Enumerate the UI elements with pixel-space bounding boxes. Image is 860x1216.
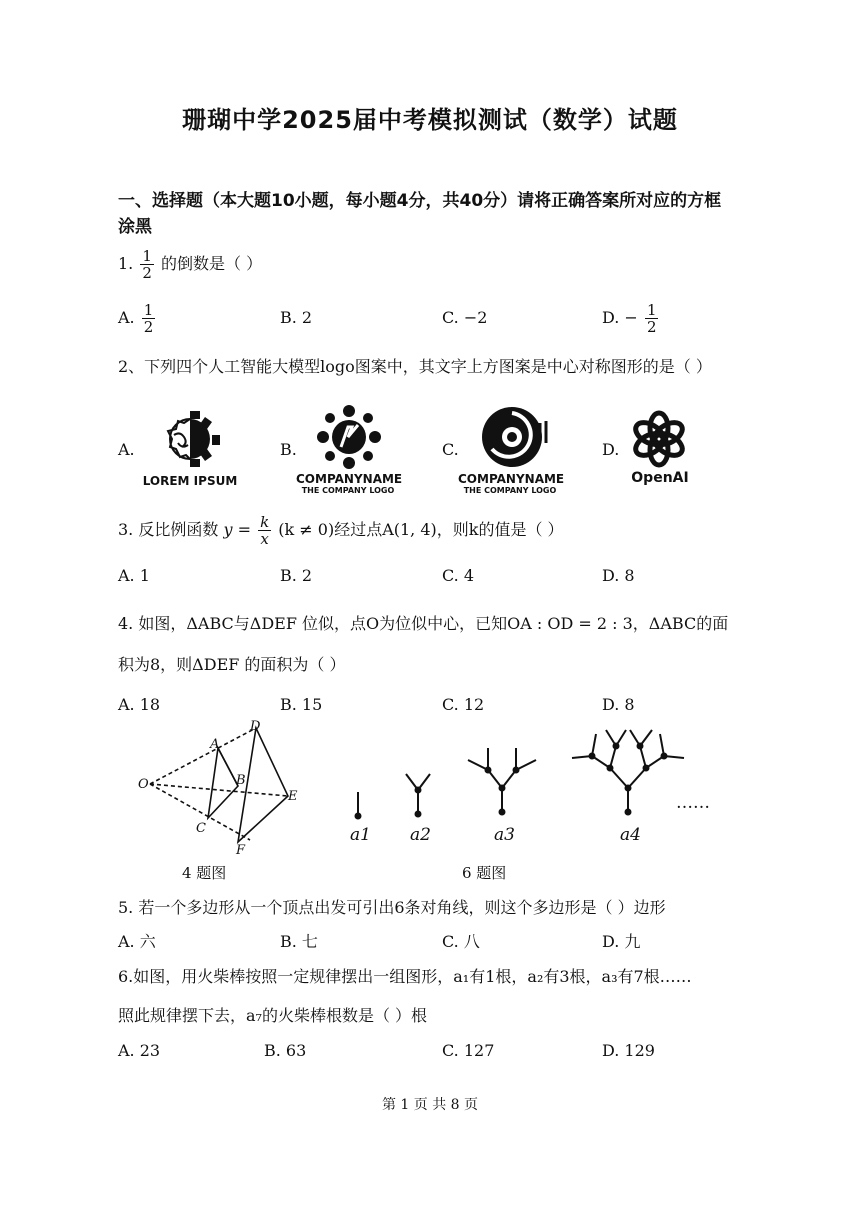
question-4-line1: 4. 如图，ΔABC与ΔDEF 位似，点O为位似中心，已知OA : OD = 2 : 3，ΔABC的面	[118, 614, 729, 633]
seq-label-a4: a4	[620, 825, 641, 845]
seq-label-a3: a3	[494, 825, 515, 845]
section-heading: 一、选择题（本大题10小题，每小题4分，共40分）请将正确答案所对应的方框	[118, 191, 722, 211]
question-6-line2: 照此规律摆下去，a₇的火柴棒根数是（ ）根	[118, 1006, 428, 1025]
q3-frac-den: x	[260, 530, 269, 548]
logo-c-swirl-icon	[476, 403, 556, 471]
logo-a-text: LOREM IPSUM	[142, 474, 238, 488]
logo-b-badge-icon	[314, 403, 384, 471]
q4-option-d: D. 8	[602, 695, 635, 714]
seq-ellipsis: ……	[676, 793, 710, 813]
q1-option-c: C. −2	[442, 308, 488, 327]
fig4-label-d: D	[250, 719, 261, 734]
q1-opt-d-den: 2	[646, 318, 657, 336]
q1-opt-a-den: 2	[143, 318, 154, 336]
q1-number: 1.	[118, 254, 134, 273]
fig4-label-o: O	[138, 777, 149, 792]
logo-a-gear-brain-icon	[150, 405, 230, 473]
q5-option-c: C. 八	[442, 932, 480, 951]
q1-option-d	[602, 302, 660, 335]
fig4-label-b: B	[236, 773, 246, 788]
q1-opt-d-num: 1	[646, 301, 657, 319]
q3-fraction	[258, 514, 271, 547]
fig4-label-a: A	[210, 737, 220, 752]
q4-option-c: C. 12	[442, 695, 485, 714]
figure-4-caption: 4 题图	[182, 864, 227, 882]
figure-6-caption: 6 题图	[462, 864, 507, 882]
page-footer: 第 1 页 共 8 页	[381, 1097, 479, 1113]
q3-suffix: (k ≠ 0)经过点A(1, 4)，则k的值是（ ）	[278, 520, 564, 539]
q3-option-d: D. 8	[602, 566, 635, 585]
logo-b-text: COMPANYNAME	[296, 472, 403, 486]
question-4-line2: 积为8，则ΔDEF 的面积为（ ）	[118, 655, 346, 674]
logo-d-text: OpenAI	[631, 470, 689, 486]
q1-frac-den: 2	[142, 264, 152, 282]
q3-option-a: A. 1	[118, 566, 150, 585]
q1-opt-d-label: D. −	[602, 308, 638, 327]
question-2: 2、下列四个人工智能大模型logo图案中，其文字上方图案是中心对称图形的是（ ）	[118, 357, 712, 376]
figure-6-matchstick-sequence	[340, 722, 720, 852]
question-1	[118, 248, 262, 281]
q5-option-b: B. 七	[280, 932, 318, 951]
q6-option-b: B. 63	[264, 1041, 307, 1060]
logo-c-text: COMPANYNAME	[458, 472, 565, 486]
logo-c-subtext: THE COMPANY LOGO	[463, 486, 557, 495]
q1-frac-num: 1	[142, 247, 152, 265]
q2-option-b: B.	[280, 440, 297, 459]
seq-label-a2: a2	[410, 825, 431, 845]
q3-frac-num: k	[260, 513, 270, 531]
q2-option-a: A.	[118, 440, 135, 459]
seq-label-a1: a1	[350, 825, 371, 845]
fig4-label-c: C	[196, 821, 206, 836]
q6-option-d: D. 129	[602, 1041, 655, 1060]
fig4-label-f: F	[236, 843, 246, 858]
q6-option-a: A. 23	[118, 1041, 161, 1060]
q3-function-lhs: y =	[223, 520, 251, 539]
figure-4-triangles	[138, 718, 318, 858]
fig4-label-e: E	[288, 789, 298, 804]
q3-option-b: B. 2	[280, 566, 313, 585]
question-3	[118, 514, 564, 547]
q1-opt-a-frac	[142, 302, 156, 335]
q3-prefix: 3. 反比例函数	[118, 520, 219, 539]
q4-option-a: A. 18	[118, 695, 161, 714]
q1-fraction	[140, 248, 154, 281]
q1-opt-a-label: A.	[118, 308, 135, 327]
logo-b-subtext: THE COMPANY LOGO	[301, 486, 395, 495]
q1-option-a	[118, 302, 157, 335]
q2-option-c: C.	[442, 440, 459, 459]
logo-d-knot-icon	[628, 410, 690, 468]
q6-option-c: C. 127	[442, 1041, 495, 1060]
question-5: 5. 若一个多边形从一个顶点出发可引出6条对角线，则这个多边形是（ ）边形	[118, 898, 666, 917]
page-title: 珊瑚中学2025届中考模拟测试（数学）试题	[182, 106, 678, 134]
q1-text: 的倒数是（ ）	[161, 254, 263, 273]
q5-option-a: A. 六	[118, 932, 156, 951]
q2-option-d: D.	[602, 440, 620, 459]
q3-option-c: C. 4	[442, 566, 475, 585]
q1-opt-d-frac	[645, 302, 659, 335]
q4-option-b: B. 15	[280, 695, 323, 714]
q5-option-d: D. 九	[602, 932, 641, 951]
question-6-line1: 6.如图，用火柴棒按照一定规律摆出一组图形，a₁有1根，a₂有3根，a₃有7根……	[118, 967, 692, 986]
q1-opt-a-num: 1	[143, 301, 154, 319]
section-heading-cont: 涂黑	[118, 217, 152, 237]
q1-option-b: B. 2	[280, 308, 313, 327]
